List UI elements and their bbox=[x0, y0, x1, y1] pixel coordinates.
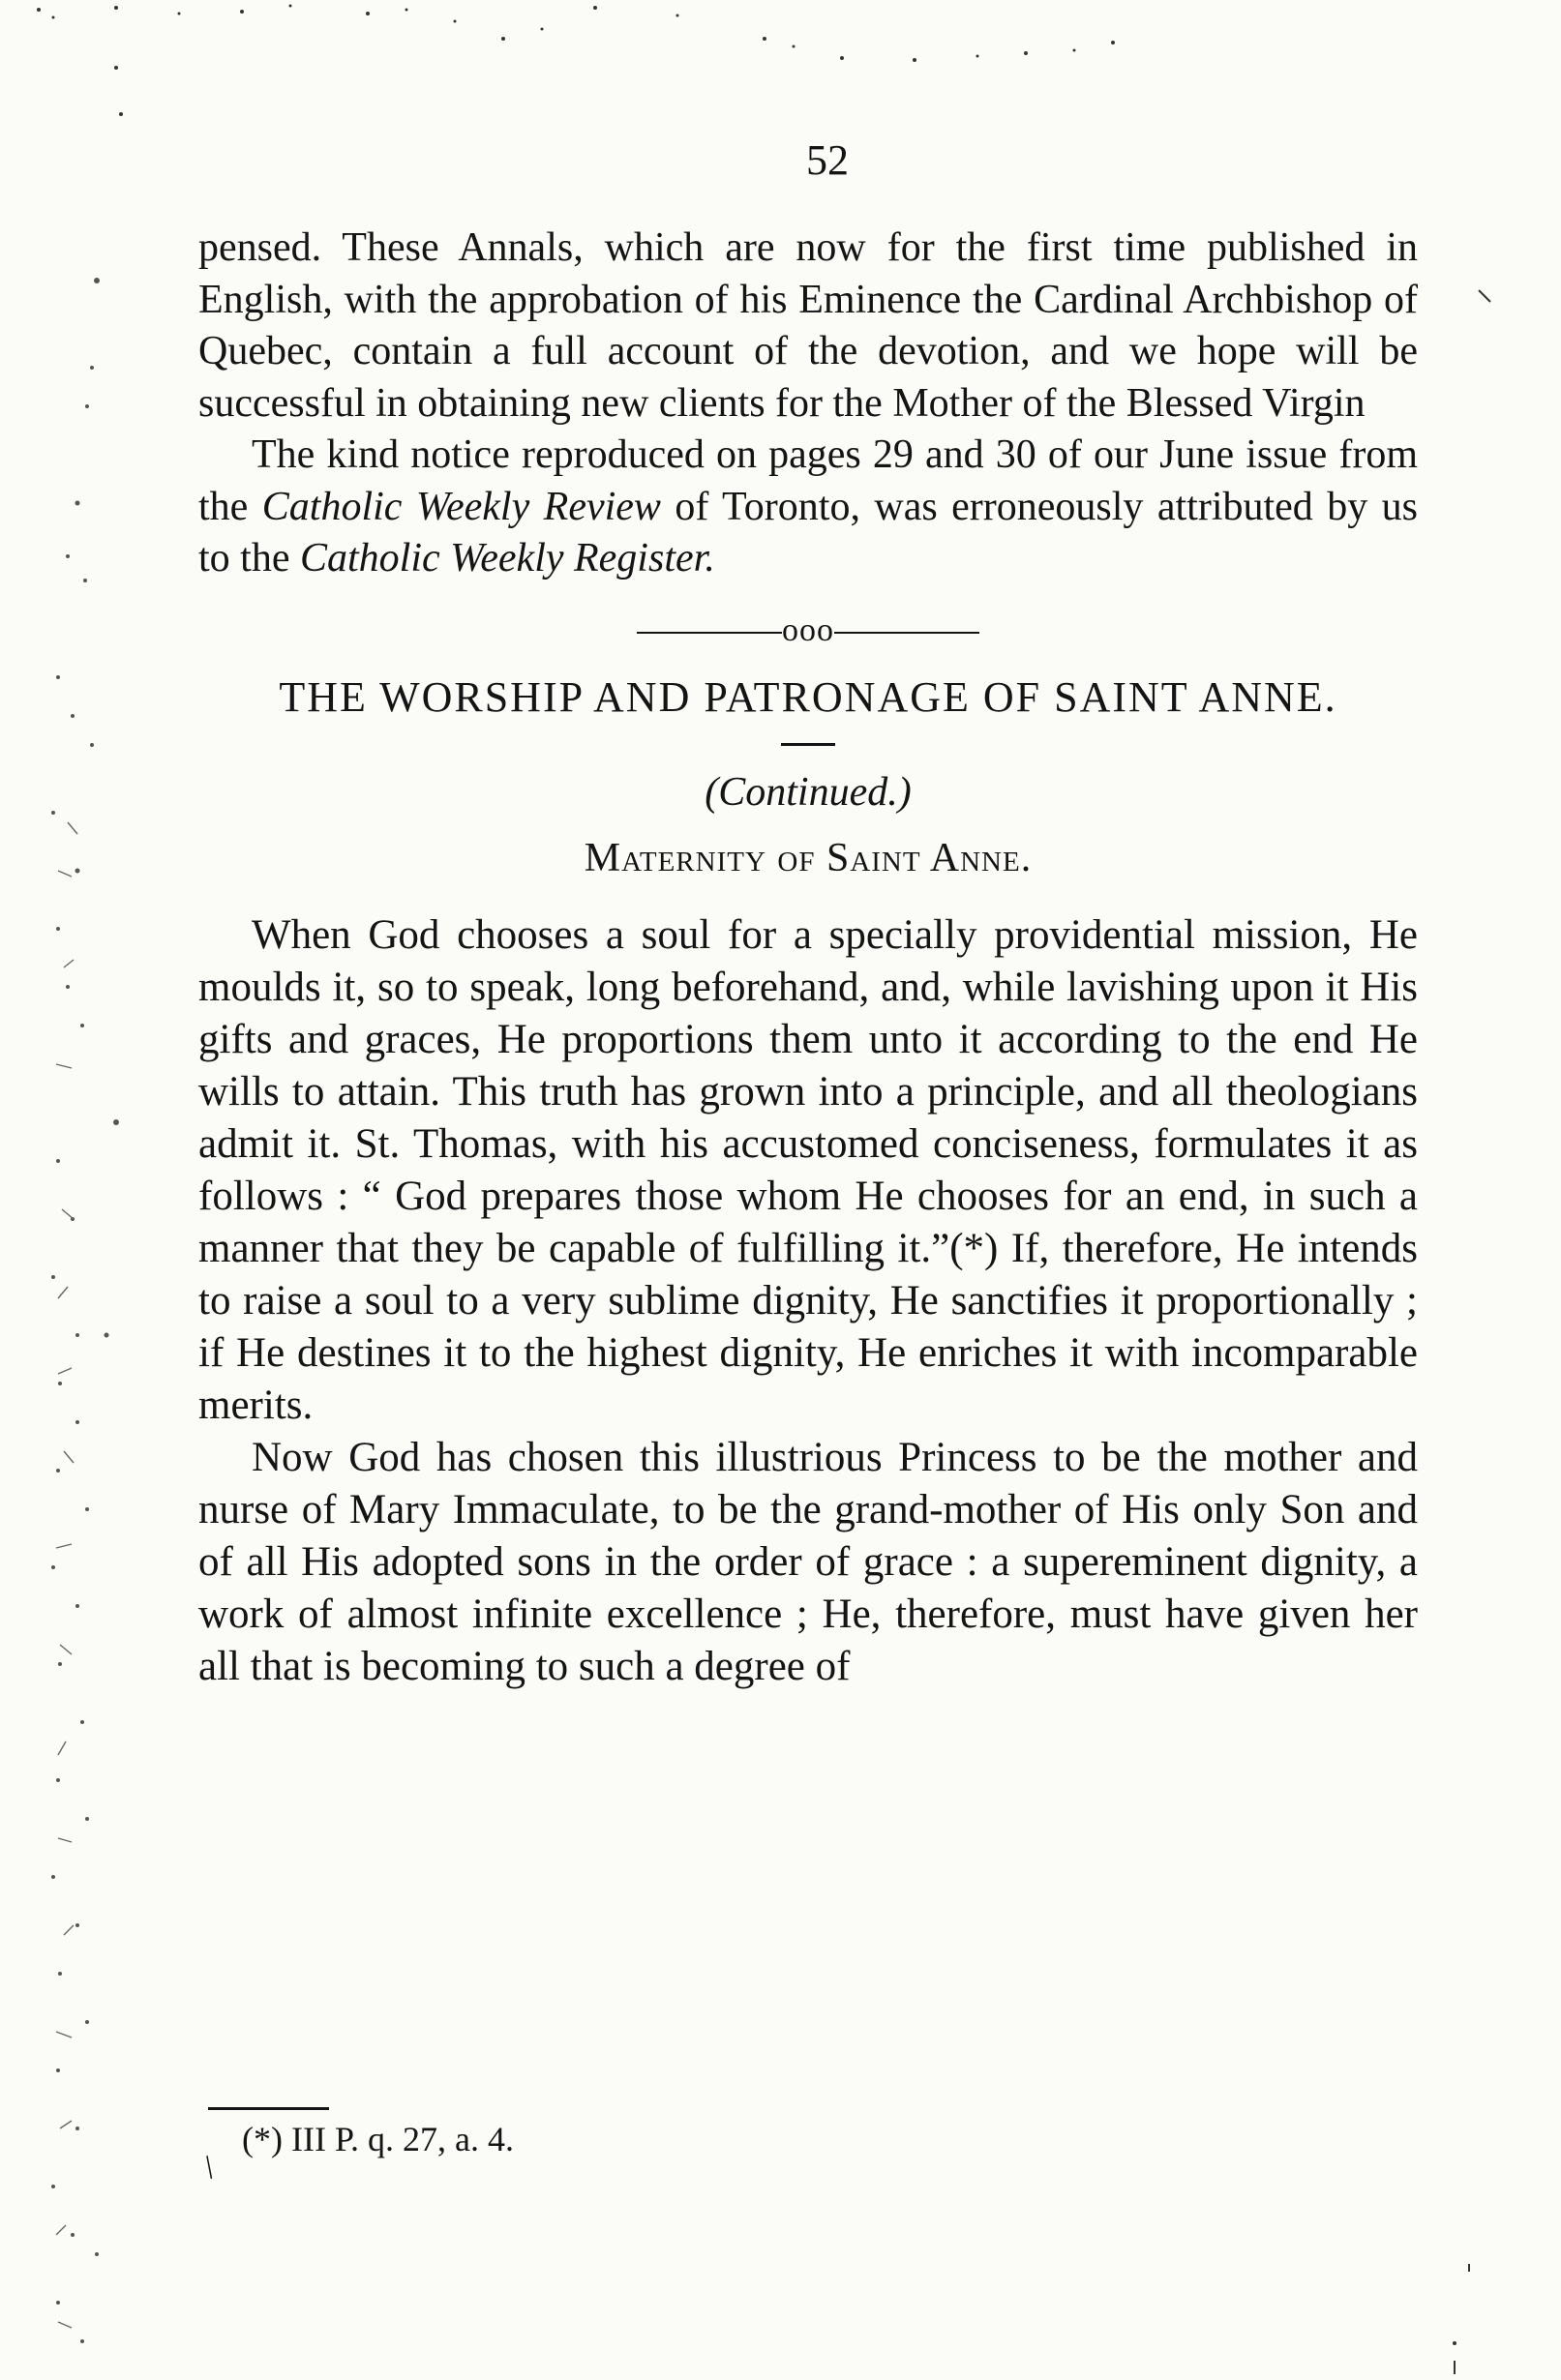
heading-rule bbox=[781, 743, 835, 746]
continued-note: (Continued.) bbox=[705, 770, 912, 815]
paragraph-annals: pensed. These Annals, which are now for the first time published in English, with the approbation of his Eminence the Cardinal Archbishop of Quebec, contain a full account of the devotion, and we hope will be successful in obtaining new clients for the Mother of the Blessed Virgin bbox=[198, 225, 1418, 426]
text-column bbox=[198, 223, 1418, 1693]
article-heading: THE WORSHIP AND PATRONAGE OF SAINT ANNE. bbox=[279, 673, 1337, 721]
separator-line-right bbox=[834, 632, 979, 634]
catholic-weekly-register: Catholic Weekly Register. bbox=[299, 536, 715, 580]
scan-noise-right-margin bbox=[1426, 0, 1561, 2380]
correction-text-a: The kind notice reproduced on pages 29 and 30 of our June issue from the bbox=[198, 432, 1418, 529]
footnote-rule bbox=[208, 2107, 329, 2110]
correction-text-b: of Toronto, was erroneously attributed by us to the bbox=[198, 484, 1419, 580]
scan-mark: / bbox=[196, 2150, 223, 2186]
scan-noise-top bbox=[0, 0, 1561, 116]
footnote: (*) III P. q. 27, a. 4. bbox=[242, 2120, 514, 2158]
paragraph-maternity-2: Now God has chosen this illustrious Princess to be the mother and nurse of Mary Immaculate, to be the grand-mother of His only Son and of all His adopted sons in the order of grace : a supereminent dignity, a work of almost infinite excellence ; He, therefore, must have given her all that is becoming to such a degree of bbox=[198, 1435, 1418, 1689]
paragraph-maternity-1: When God chooses a soul for a specially providential mission, He moulds it, so to speak, long beforehand, and, while lavishing upon it His gifts and graces, He proportions them unto it according to the end He wills to attain. This truth has grown into a principle, and all theologians admit it. St. Thomas, with his accustomed conciseness, formulates it as follows : “ God prepares those whom He chooses for an end, in such a manner that they be capable of fulfilling it.”(*) If, therefore, He intends to raise a soul to a very sublime dignity, He sanctifies it proportionally ; if He destines it to the highest dignity, He enriches it with incomparable merits. bbox=[198, 912, 1418, 1428]
scan-noise-left-gutter bbox=[0, 0, 145, 2380]
page-number: 52 bbox=[806, 136, 849, 184]
section-subheading: Maternity of Saint Anne. bbox=[584, 835, 1033, 880]
section-separator bbox=[198, 605, 1418, 657]
catholic-weekly-review: Catholic Weekly Review bbox=[261, 484, 661, 529]
paragraph-correction bbox=[198, 430, 1418, 585]
separator-ornament: ooo bbox=[782, 611, 834, 648]
separator-line-left bbox=[637, 632, 782, 634]
